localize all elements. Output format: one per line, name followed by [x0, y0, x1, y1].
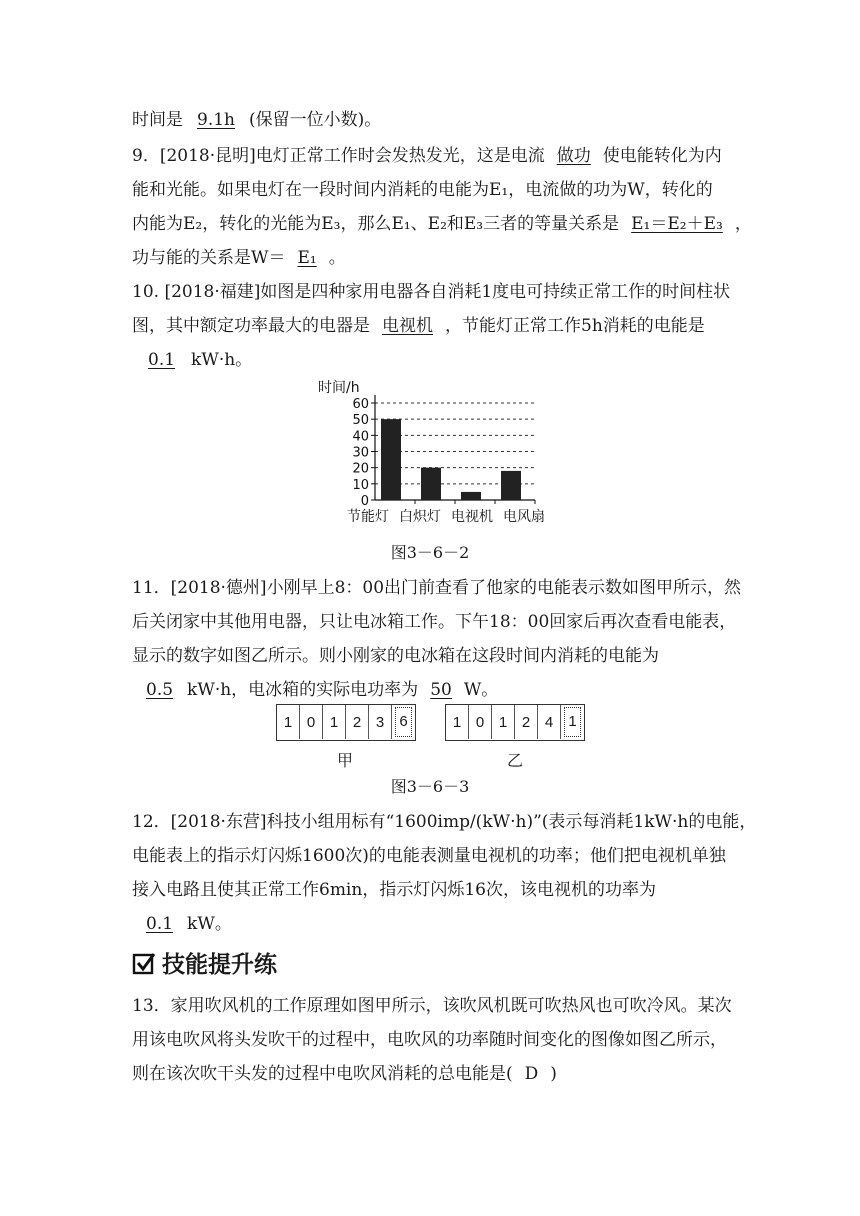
text: 功与能的关系是W＝: [132, 248, 286, 268]
q10-line-3: [132, 348, 252, 372]
q13-line-1: 13．家用吹风机的工作原理如图甲所示，该吹风机既可吹热风也可吹冷风。某次: [132, 996, 732, 1016]
text: 则在该次吹干头发的过程中电吹风消耗的总电能是(: [132, 1064, 513, 1084]
decimal-value: 6: [395, 707, 411, 737]
meter-yi: [445, 704, 585, 741]
answer-blank: 9.1h: [197, 110, 235, 130]
text: kW。: [187, 914, 232, 934]
q13-line-3: [132, 1062, 557, 1086]
text: 9．[2018·昆明]电灯正常工作时会发热发光，这是电流: [132, 146, 545, 166]
text: 使电能转化为内: [602, 146, 722, 166]
meter-decimal-digit: [392, 705, 415, 739]
q11-line-1: 11．[2018·德州]小刚早上8：00出门前查看了他家的电能表示数如图甲所示，然: [132, 578, 742, 598]
q11-line-4: [132, 678, 498, 702]
q11-line-2: 后关闭家中其他用电器，只让电冰箱工作。下午18：00回家后再次查看电能表，: [132, 612, 737, 632]
y-tick-label: 30: [352, 445, 369, 461]
text: 图，其中额定功率最大的电器是: [132, 316, 370, 336]
q12-line-3: 接入电路且使其正常工作6min，指示灯闪烁16次，该电视机的功率为: [132, 880, 656, 900]
meter-jia: [276, 704, 416, 741]
answer-blank: 0.1: [148, 350, 176, 370]
meter-digit: 2: [515, 705, 538, 739]
bar: [501, 471, 521, 500]
decimal-value: 1: [564, 707, 580, 737]
y-tick-label: 0: [360, 494, 369, 509]
text: kW·h，电冰箱的实际电功率为: [187, 680, 419, 700]
meter-digit: 2: [346, 705, 369, 739]
answer-blank: 做功: [556, 146, 591, 166]
section-title: 技能提升练: [162, 952, 277, 978]
bar-chart: [310, 378, 550, 528]
figure-caption-3-6-3: 图3－6－3: [390, 777, 470, 796]
q9-line-4: [132, 246, 346, 270]
text: 内能为E₂，转化的光能为E₃，那么E₁、E₂和E₃三者的等量关系是: [132, 214, 620, 234]
meter-digit: 1: [446, 705, 469, 739]
checkbox-icon: [132, 951, 156, 975]
meter-label-yi: 乙: [507, 751, 524, 770]
q10-line-2: [132, 314, 705, 338]
q9-line-1: [132, 144, 722, 168]
y-tick-label: 50: [352, 413, 369, 429]
meter-digit: 1: [323, 705, 346, 739]
q13-line-2: 用该电吹风将头发吹干的过程中，电吹风的功率随时间变化的图像如图乙所示，: [132, 1030, 727, 1050]
answer-blank: E₁: [297, 248, 317, 268]
meter-digit: 1: [277, 705, 300, 739]
meter-label-jia: 甲: [337, 751, 354, 770]
y-tick-label: 40: [352, 429, 369, 445]
text: kW·h。: [191, 350, 253, 370]
q9-line-3: [132, 212, 752, 236]
q8-answer-line: [132, 108, 381, 132]
q9-line-2: 能和光能。如果电灯在一段时间内消耗的电能为E₁，电流做的功为W，转化的: [132, 180, 713, 200]
y-tick-label: 60: [352, 397, 369, 412]
y-tick-label: 10: [352, 477, 369, 493]
text: ，: [734, 214, 752, 234]
text: 时间是: [132, 110, 183, 130]
q11-line-3: 显示的数字如图乙所示。则小刚家的电冰箱在这段时间内消耗的电能为: [132, 646, 659, 666]
text: ，节能灯正常工作5h消耗的电能是: [445, 316, 705, 336]
meter-digit: 3: [369, 705, 392, 739]
text: ): [550, 1064, 557, 1084]
text: W。: [463, 680, 499, 700]
answer-blank: 电视机: [382, 316, 433, 336]
answer-blank: E₁＝E₂＋E₃: [631, 214, 723, 234]
q12-line-4: [132, 912, 232, 936]
y-axis-label: 时间/h: [318, 380, 360, 396]
meter-digit: 1: [492, 705, 515, 739]
y-tick-label: 20: [352, 461, 369, 477]
bar: [381, 419, 401, 500]
answer-choice: D: [524, 1064, 539, 1084]
meter-digit: 0: [469, 705, 492, 739]
x-tick-label: 电视机: [451, 509, 493, 525]
answer-blank: 0.5: [146, 680, 174, 700]
q12-line-2: 电能表上的指示灯闪烁1600次)的电能表测量电视机的功率；他们把电视机单独: [132, 846, 726, 866]
answer-blank: 50: [430, 680, 452, 700]
meter-digit: 4: [538, 705, 561, 739]
bar: [461, 492, 481, 500]
meter-digit: 0: [300, 705, 323, 739]
text: (保留一位小数)。: [248, 110, 382, 130]
x-tick-label: 电风扇: [503, 509, 545, 525]
meter-decimal-digit: [561, 705, 584, 739]
text: 。: [328, 248, 346, 268]
x-tick-label: 白炽灯: [399, 509, 441, 525]
bar: [421, 468, 441, 500]
x-tick-label: 节能灯: [347, 509, 389, 525]
q10-line-1: 10. [2018·福建]如图是四种家用电器各自消耗1度电可持续正常工作的时间柱状: [132, 282, 731, 302]
answer-blank: 0.1: [146, 914, 174, 934]
q12-line-1: 12．[2018·东营]科技小组用标有“1600imp/(kW·h)”(表示每消耗1kW·h的电能，: [132, 812, 757, 832]
section-header: [132, 946, 277, 979]
figure-caption-3-6-2: 图3－6－2: [390, 543, 470, 562]
